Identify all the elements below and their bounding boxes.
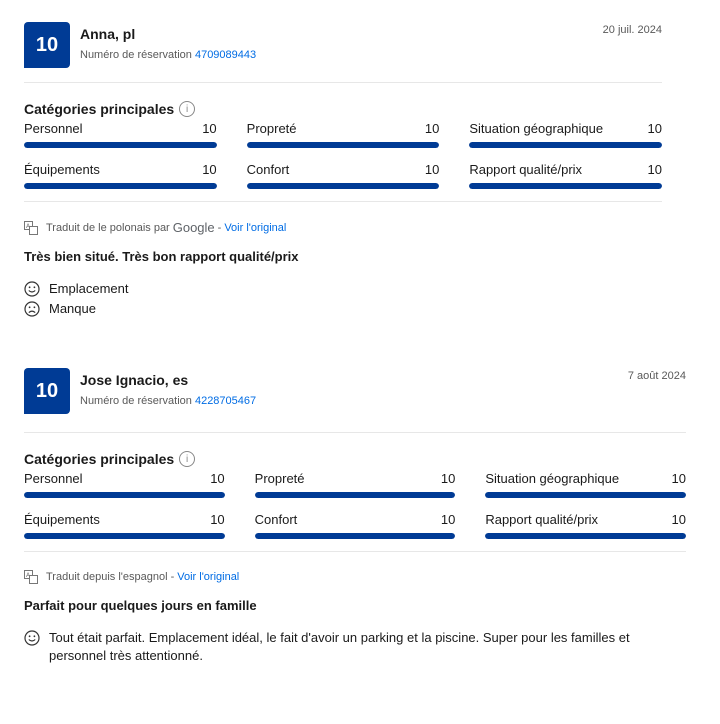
translation-prefix: Traduit depuis l'espagnol — [46, 571, 168, 583]
category-label: Rapport qualité/prix — [469, 162, 583, 177]
smile-icon — [24, 630, 40, 646]
positive-comment — [24, 280, 662, 298]
translation-separator: - — [217, 221, 222, 234]
category-bar-fill — [24, 183, 217, 189]
info-icon[interactable]: i — [179, 451, 195, 467]
category-bar-fill — [485, 492, 686, 498]
booking-number-link[interactable]: 4228705467 — [194, 395, 257, 407]
category-bar-fill — [247, 142, 440, 148]
review-score-badge: 10 — [24, 22, 70, 68]
review-date: 20 juil. 2024 — [602, 24, 662, 36]
reviewer-name: Anna, pl — [80, 26, 136, 42]
svg-text:A: A — [26, 222, 31, 230]
translation-prefix: Traduit de le polonais par — [46, 221, 170, 234]
category-bar — [24, 183, 217, 189]
category-label: Rapport qualité/prix — [485, 512, 599, 527]
category-bar — [255, 533, 456, 539]
reviewer-name: Jose Ignacio, es — [80, 372, 189, 388]
category-value: 10 — [424, 121, 440, 136]
category-label: Propreté — [246, 121, 297, 136]
categories-grid — [24, 471, 686, 552]
translation-note — [24, 220, 662, 235]
category-value: 10 — [210, 512, 225, 527]
category-item — [469, 121, 662, 148]
google-brand: Google — [172, 220, 215, 235]
category-label: Personnel — [24, 471, 83, 486]
review-card — [24, 0, 662, 318]
booking-label: Numéro de réservation — [80, 395, 192, 407]
category-value: 10 — [424, 162, 440, 177]
info-icon[interactable]: i — [179, 101, 195, 117]
category-label: Équipements — [24, 162, 100, 177]
category-item — [247, 121, 440, 148]
category-bar-fill — [247, 183, 440, 189]
category-item — [247, 162, 440, 189]
frown-icon — [24, 301, 40, 317]
category-value: 10 — [202, 121, 217, 136]
category-value: 10 — [671, 512, 686, 527]
category-bar-fill — [255, 533, 456, 539]
category-value: 10 — [440, 471, 456, 486]
category-bar-fill — [24, 142, 217, 148]
category-label: Confort — [254, 512, 298, 527]
booking-label: Numéro de réservation — [80, 49, 192, 61]
category-bar — [24, 492, 225, 498]
category-label: Propreté — [254, 471, 305, 486]
category-bar-fill — [24, 533, 225, 539]
category-item — [24, 512, 225, 539]
translation-note — [24, 570, 686, 584]
negative-comment — [24, 300, 662, 318]
category-bar — [485, 533, 686, 539]
category-bar-fill — [469, 142, 662, 148]
categories-title: Catégories principales — [24, 101, 175, 117]
category-label: Situation géographique — [485, 471, 620, 486]
review-title: Très bien situé. Très bon rapport qualité/prix — [24, 249, 299, 264]
positive-text: Emplacement — [49, 281, 129, 296]
category-bar — [247, 142, 440, 148]
category-value: 10 — [210, 471, 225, 486]
translate-icon — [24, 221, 38, 235]
category-value: 10 — [671, 471, 686, 486]
categories-title: Catégories principales — [24, 451, 175, 467]
category-label: Personnel — [24, 121, 83, 136]
category-value: 10 — [202, 162, 217, 177]
smile-icon — [24, 281, 40, 297]
category-item — [255, 471, 456, 498]
svg-text:A: A — [26, 572, 31, 579]
negative-text: Manque — [49, 301, 96, 316]
category-value: 10 — [647, 121, 662, 136]
category-item — [485, 512, 686, 539]
category-item — [24, 162, 217, 189]
review-score-badge: 10 — [24, 368, 70, 414]
booking-number-link[interactable]: 4709089443 — [194, 49, 257, 61]
category-bar — [255, 492, 456, 498]
review-card — [24, 350, 686, 665]
translate-icon — [24, 570, 38, 584]
category-label: Équipements — [24, 512, 100, 527]
review-header — [24, 0, 662, 83]
view-original-link[interactable]: Voir l'original — [177, 571, 240, 583]
positive-comment — [24, 629, 686, 665]
booking-info — [80, 49, 256, 61]
positive-text: Tout était parfait. Emplacement idéal, le fait d'avoir un parking et la piscine. Super pour les familles et personnel très attentionné. — [49, 630, 630, 663]
category-bar-fill — [255, 492, 456, 498]
category-bar-fill — [485, 533, 686, 539]
category-bar — [469, 183, 662, 189]
category-item — [24, 471, 225, 498]
category-value: 10 — [647, 162, 662, 177]
category-bar — [247, 183, 440, 189]
category-item — [485, 471, 686, 498]
category-bar — [24, 533, 225, 539]
category-bar — [469, 142, 662, 148]
translation-separator: - — [170, 571, 175, 583]
categories-heading — [24, 101, 662, 117]
category-item — [255, 512, 456, 539]
category-bar — [485, 492, 686, 498]
category-label: Confort — [246, 162, 290, 177]
review-title: Parfait pour quelques jours en famille — [24, 598, 257, 613]
category-item — [469, 162, 662, 189]
category-label: Situation géographique — [469, 121, 604, 136]
category-bar — [24, 142, 217, 148]
category-bar-fill — [469, 183, 662, 189]
category-bar-fill — [24, 492, 225, 498]
categories-heading — [24, 451, 686, 467]
category-item — [24, 121, 217, 148]
booking-info — [80, 395, 256, 407]
review-date: 7 août 2024 — [627, 370, 686, 382]
view-original-link[interactable]: Voir l'original — [224, 221, 287, 234]
category-value: 10 — [440, 512, 456, 527]
categories-grid — [24, 121, 662, 202]
review-header — [24, 350, 686, 433]
